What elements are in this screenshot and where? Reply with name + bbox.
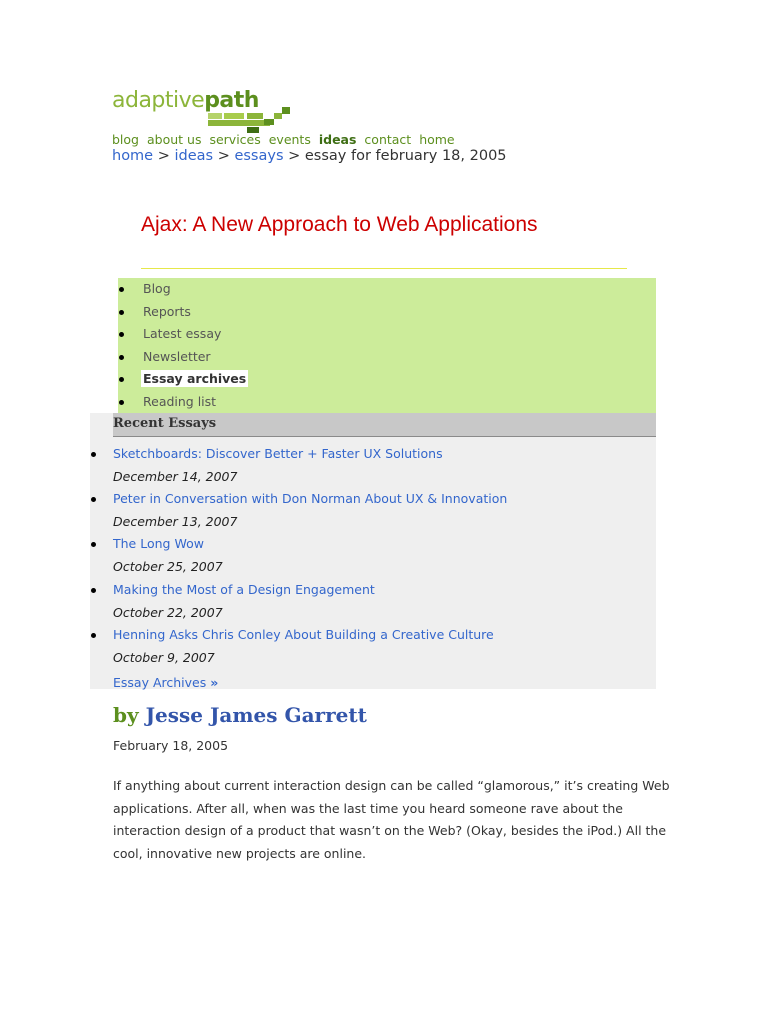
author-link[interactable]: Jesse James Garrett xyxy=(145,703,367,727)
essay-link[interactable]: Henning Asks Chris Conley About Building a Creative Culture xyxy=(113,626,494,642)
list-item xyxy=(90,444,656,489)
essay-date: October 22, 2007 xyxy=(113,604,223,620)
essay-archives-link[interactable] xyxy=(113,673,218,693)
breadcrumb-separator: > xyxy=(157,148,170,164)
breadcrumb-home-link[interactable]: home xyxy=(112,148,154,164)
sectionnav-item-label: Essay archives xyxy=(143,371,247,387)
sectionnav-item-label: Latest essay xyxy=(143,326,222,342)
sectionnav-item-essay-archives[interactable] xyxy=(118,368,656,391)
double-chevron-right-icon: » xyxy=(210,675,219,690)
sectionnav-item-reports[interactable] xyxy=(118,301,656,324)
logo-word-adaptive: adaptive xyxy=(112,88,205,113)
essay-link[interactable]: The Long Wow xyxy=(113,536,204,552)
list-item xyxy=(90,534,656,579)
sectionnav-item-label: Reports xyxy=(143,303,191,319)
top-navigation xyxy=(112,132,459,147)
logo-squares-graphic xyxy=(112,86,292,134)
sectionnav-item-blog[interactable] xyxy=(118,278,656,301)
section-navigation xyxy=(118,278,656,413)
sectionnav-item-newsletter[interactable] xyxy=(118,346,656,369)
essay-date: October 9, 2007 xyxy=(113,649,215,665)
breadcrumb-separator: > xyxy=(217,148,230,164)
article-title: Ajax: A New Approach to Web Applications xyxy=(141,213,538,236)
essay-link[interactable]: Peter in Conversation with Don Norman About UX & Innovation xyxy=(113,491,508,507)
publication-date: February 18, 2005 xyxy=(113,738,229,753)
essay-date: December 13, 2007 xyxy=(113,514,238,530)
topnav-contact[interactable]: contact xyxy=(364,132,412,147)
topnav-events[interactable]: events xyxy=(268,132,311,147)
sectionnav-item-label: Newsletter xyxy=(143,348,211,364)
adaptive-path-logo[interactable] xyxy=(112,86,292,134)
list-item xyxy=(90,489,656,534)
breadcrumb-current: essay for february 18, 2005 xyxy=(304,148,507,164)
essay-date: December 14, 2007 xyxy=(113,469,238,484)
breadcrumb-ideas-link[interactable]: ideas xyxy=(174,148,214,164)
essay-archives-label: Essay Archives xyxy=(113,675,207,690)
sectionnav-item-label: Blog xyxy=(143,281,171,296)
list-item xyxy=(90,580,656,625)
essay-link[interactable]: Sketchboards: Discover Better + Faster UX Solutions xyxy=(113,446,443,461)
logo-word-path: path xyxy=(204,88,259,113)
recent-essays-list xyxy=(90,444,656,670)
topnav-blog[interactable]: blog xyxy=(112,132,139,147)
recent-essays-box xyxy=(90,413,656,689)
article-body-paragraph: If anything about current interaction design can be called “glamorous,” it’s creating Web applications. After all, when was the last time you heard someone rave about the interaction design of a product that wasn’t on the Web? (Okay, besides the iPod.) All the cool, innovative new projects are online. xyxy=(113,778,670,861)
list-item xyxy=(90,625,656,670)
recent-essays-heading: Recent Essays xyxy=(113,413,656,437)
sectionnav-item-reading-list[interactable] xyxy=(118,391,656,414)
breadcrumb-separator: > xyxy=(288,148,301,164)
title-divider xyxy=(141,268,627,269)
essay-link[interactable]: Making the Most of a Design Engagement xyxy=(113,581,375,597)
sectionnav-item-latest-essay[interactable] xyxy=(118,323,656,346)
topnav-about-us[interactable]: about us xyxy=(146,132,202,147)
article-byline xyxy=(113,703,367,727)
topnav-ideas[interactable]: ideas xyxy=(318,132,357,147)
breadcrumb-essays-link[interactable]: essays xyxy=(234,148,284,164)
breadcrumb xyxy=(112,148,507,164)
essay-date: October 25, 2007 xyxy=(113,559,223,575)
topnav-home[interactable]: home xyxy=(419,132,455,147)
topnav-services[interactable]: services xyxy=(209,132,261,147)
sectionnav-item-label: Reading list xyxy=(143,393,217,409)
byline-prefix: by xyxy=(113,703,139,727)
